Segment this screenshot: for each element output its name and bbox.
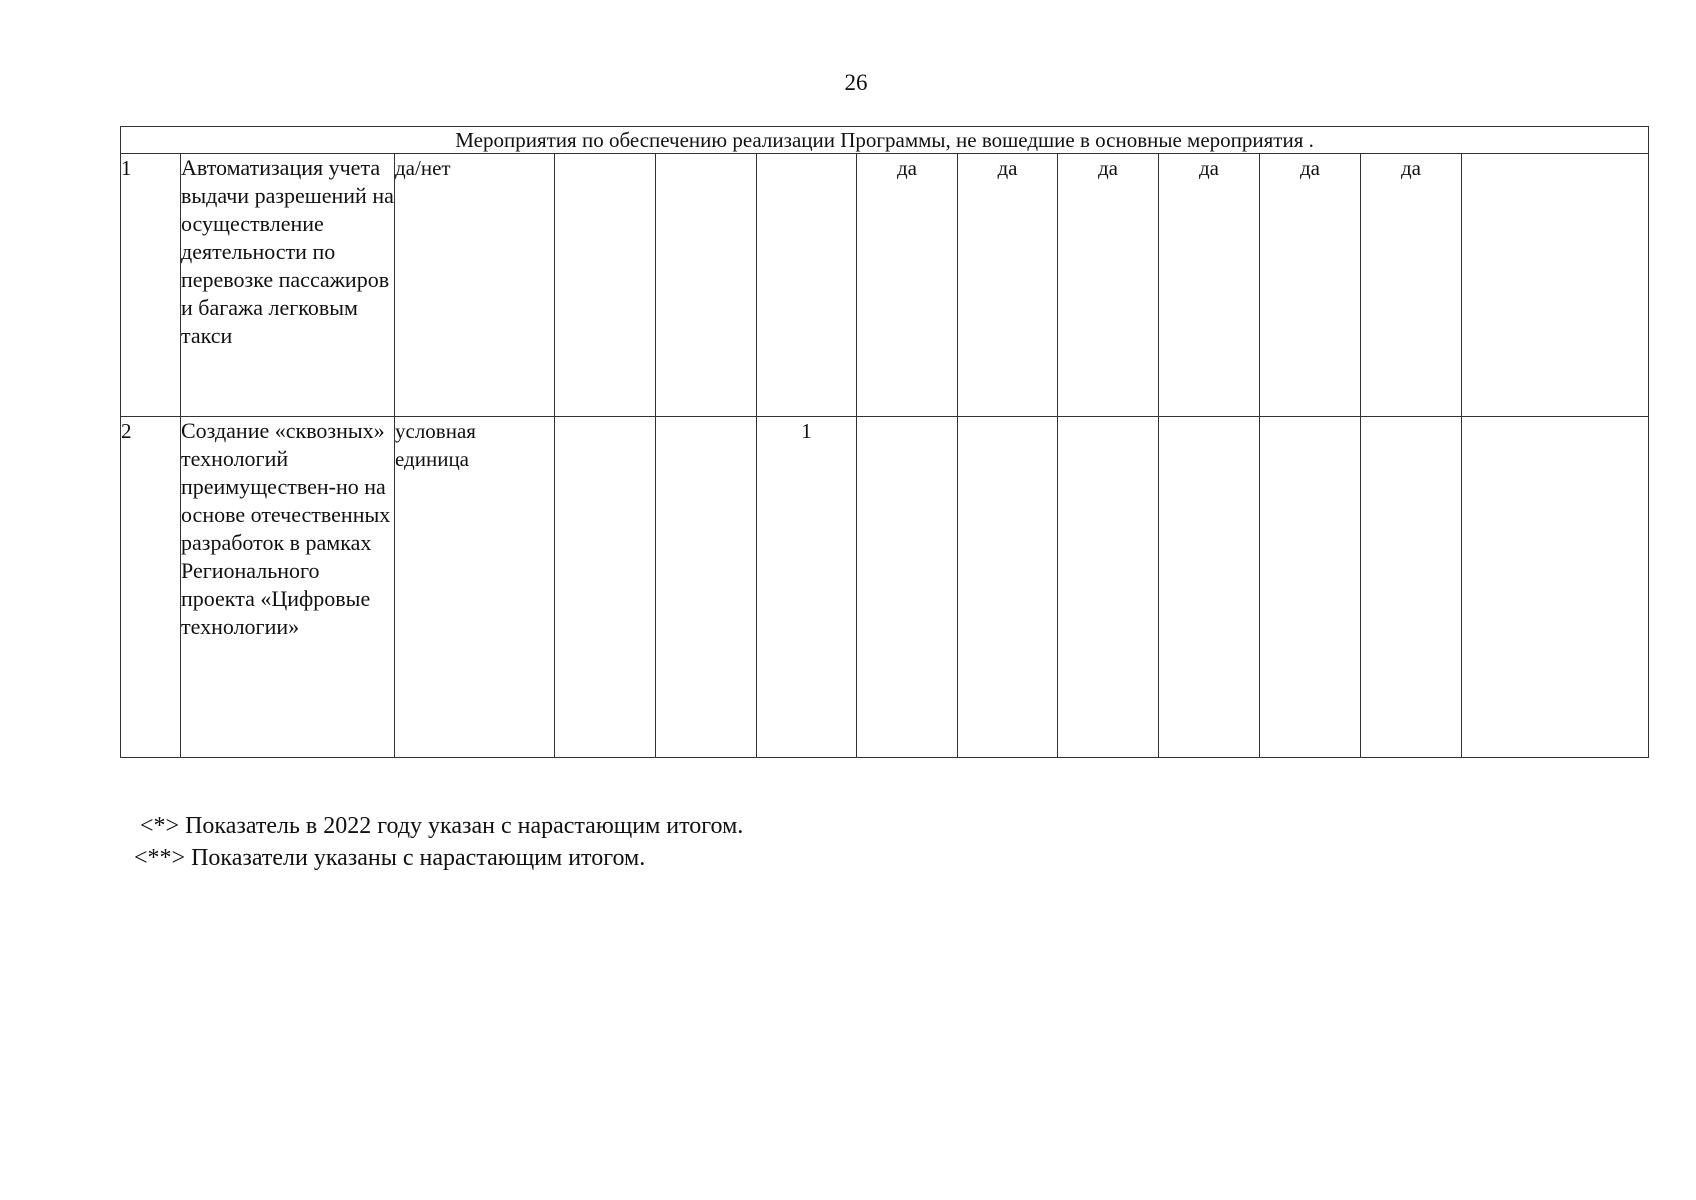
value-cell	[555, 154, 656, 417]
indicators-table	[120, 126, 1649, 758]
footnotes	[134, 810, 743, 874]
value-cell	[857, 417, 958, 758]
value-cell	[1361, 417, 1462, 758]
value-cell	[656, 417, 757, 758]
value-cell	[958, 417, 1058, 758]
footnote-cumulative-all: <**> Показатели указаны с нарастающим итогом.	[134, 845, 646, 871]
value-cell: 1	[757, 417, 857, 758]
value-cell	[1159, 417, 1260, 758]
value-cell	[555, 417, 656, 758]
value-cell	[1058, 417, 1159, 758]
measure-name: Создание «сквозных» технологий преимуществен-но на основе отечественных разработок в рамках Регионального проекта «Цифровые технологии»	[181, 417, 395, 758]
value-cell	[1462, 154, 1649, 417]
value-cell	[1462, 417, 1649, 758]
row-number: 1	[121, 154, 181, 417]
value-cell	[757, 154, 857, 417]
table-row	[121, 154, 1649, 417]
unit-of-measure: условная единица	[395, 417, 555, 758]
value-cell	[656, 154, 757, 417]
unit-of-measure: да/нет	[395, 154, 555, 417]
value-cell: да	[958, 154, 1058, 417]
section-heading-row	[121, 127, 1649, 154]
value-cell: да	[1159, 154, 1260, 417]
value-cell	[1260, 417, 1361, 758]
table-row	[121, 417, 1649, 758]
measure-name: Автоматизация учета выдачи разрешений на осуществление деятельности по перевозке пассажиров и багажа легковым такси	[181, 154, 395, 417]
value-cell: да	[1361, 154, 1462, 417]
footnote-cumulative-2022: <*> Показатель в 2022 году указан с нарастающим итогом.	[134, 813, 744, 839]
section-heading: Мероприятия по обеспечению реализации Программы, не вошедшие в основные мероприятия .	[121, 127, 1649, 154]
value-cell: да	[1260, 154, 1361, 417]
value-cell: да	[1058, 154, 1159, 417]
page-number: 26	[844, 70, 868, 95]
row-number: 2	[121, 417, 181, 758]
value-cell: да	[857, 154, 958, 417]
